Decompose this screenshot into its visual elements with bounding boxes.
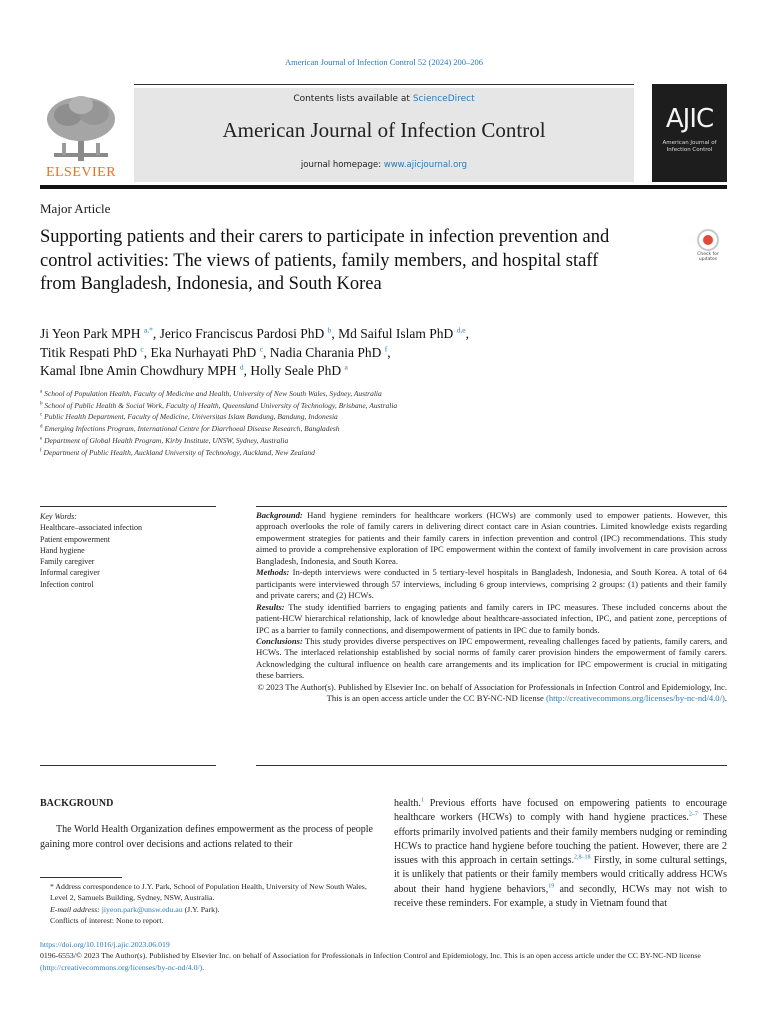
citation-ref[interactable]: 2,8–18 — [574, 854, 591, 861]
abstract-results-label: Results: — [256, 601, 285, 612]
body-text: and secondly, HCWs may not wish to receive these reminders. For example, a study in Vietnam found that — [394, 883, 727, 910]
body-paragraph-right — [394, 797, 727, 911]
page-bottom — [40, 939, 727, 973]
affiliation-text: School of Population Health, Faculty of Medicine and Health, University of New South Wales, Sydney, Australia — [44, 389, 382, 398]
doi-link[interactable]: https://doi.org/10.1016/j.ajic.2023.06.019 — [40, 940, 170, 949]
body-text: Firstly, in some cultural settings, it is unlikely that patients or their family members would critically address HCWs about their hand hygiene behaviors, — [394, 855, 727, 895]
author-affil-sup[interactable]: b — [327, 325, 332, 335]
body-left-column — [40, 797, 373, 852]
affiliation-marker: c — [40, 412, 43, 418]
masthead-rule — [134, 84, 634, 85]
abstract-results-text: The study identified barriers to engaging patients and family carers in IPC measures. These included concerns about the patient-HCW hierarchical relationship, lack of knowledge about healthcare-associated infection, IPC, and patient zone, perceptions of IPC as a barrier to family connections, and disempowerment of patients in IPC due to family bonds. — [256, 601, 727, 635]
body-text: Previous efforts have focused on empowering patients to encourage healthcare workers (HCWs) to comply with hand hygiene practices. — [394, 798, 727, 824]
keyword-item: Family caregiver — [40, 557, 95, 567]
check-for-updates-label: Check for updates — [697, 252, 719, 262]
journal-homepage-link[interactable]: www.ajicjournal.org — [383, 160, 468, 170]
author-name: Holly Seale PhD — [250, 363, 342, 378]
author-name: Titik Respati PhD — [40, 344, 138, 360]
abstract-results — [256, 602, 727, 636]
author-affil-sup[interactable]: d,e — [456, 325, 466, 335]
citation-ref[interactable]: 1 — [420, 797, 424, 804]
homepage-prefix: journal homepage: — [300, 160, 384, 170]
journal-cover[interactable] — [652, 84, 727, 182]
keywords-box — [40, 511, 216, 590]
footnotes — [40, 881, 373, 926]
author-separator: , — [465, 326, 469, 341]
conflicts-note: Conflicts of interest: None to report. — [50, 915, 164, 925]
footnote-rule — [40, 877, 122, 878]
elsevier-tree-icon — [40, 93, 122, 163]
author-affil-sup[interactable]: a,* — [143, 325, 153, 335]
abstract-background — [256, 510, 727, 567]
abstract-conclusions — [256, 636, 727, 682]
body-text: These efforts primarily involved patients and their family members nudging or reminding HCWs to practice hand hygiene before touching the patient. However, there are 2 issues with this approach in certain settings. — [394, 812, 727, 867]
keyword-item: Informal caregiver — [40, 568, 100, 578]
abstract-conclusions-label: Conclusions: — [256, 635, 303, 646]
abstract-background-text: Hand hygiene reminders for healthcare workers (HCWs) are commonly used to empower patients. However, this approach overlooks the role of family carers in delivering direct contact care in Asian countries. Limited knowledge exists regarding empowerment strategies for patients and their family carers in infection prevention and control (IPC) recommendations. This study aimed to provide a comprehensive exploration of IPC empowerment within the context of family involvement in care provision across Bangladesh, Indonesia, and South Korea. — [256, 510, 727, 566]
author-separator: , — [243, 363, 251, 378]
body-right-column — [394, 797, 727, 911]
affiliation-item — [40, 411, 720, 423]
author-name: Nadia Charania PhD — [269, 344, 382, 360]
affiliation-marker: f — [40, 448, 42, 454]
body-paragraph: The World Health Organization defines empowerment as the process of people gaining more control over decisions and actions related to their — [40, 824, 373, 850]
keywords-heading: Key Words: — [40, 512, 77, 521]
affiliation-text: Public Health Department, Faculty of Medicine, Universitas Islam Bandung, Bandung, Indonesia — [44, 412, 338, 422]
cover-subtitle: American Journal of Infection Control — [662, 140, 717, 153]
author-name: Kamal Ibne Amin Chowdhury MPH — [40, 363, 237, 378]
keyword-item: Hand hygiene — [40, 545, 85, 555]
elsevier-logo — [40, 93, 122, 181]
affiliation-text: Department of Public Health, Auckland University of Technology, Auckland, New Zealand — [43, 447, 315, 457]
abstract-methods-label: Methods: — [256, 567, 290, 578]
author-separator: , — [331, 326, 339, 341]
affiliation-item — [40, 435, 720, 447]
abstract-license-end: . — [724, 693, 727, 704]
abstract-top-rule — [256, 506, 727, 507]
affiliation-marker: e — [40, 436, 43, 442]
abstract-license-link[interactable]: (http://creativecommons.org/licenses/by-nc-nd/4.0/) — [546, 693, 725, 704]
keyword-item: Infection control — [40, 579, 94, 589]
citation-ref[interactable]: 2–7 — [688, 811, 698, 818]
author-affil-sup[interactable]: c — [140, 344, 144, 353]
issn-text: 0196-6553/© 2023 The Author(s). Published by Elsevier Inc. on behalf of Association for Professionals in Infection Control and Epidemiology, Inc. This is an open access article under the CC BY-NC-ND license — [40, 951, 701, 961]
email-link[interactable]: jiyeon.park@unsw.edu.au — [101, 904, 183, 914]
journal-banner — [134, 88, 634, 182]
author-affil-sup[interactable]: f — [384, 344, 388, 353]
bottom-license-end: . — [202, 962, 205, 972]
keyword-item: Patient empowerment — [40, 534, 110, 544]
author-name: Jerico Franciscus Pardosi PhD — [159, 326, 325, 341]
keywords-bottom-rule — [40, 765, 216, 766]
affiliation-item — [40, 423, 720, 435]
contents-line — [134, 94, 634, 104]
author-affil-sup[interactable]: d — [239, 362, 244, 372]
affiliation-text: School of Public Health & Social Work, Faculty of Health, Queensland University of Technology, Brisbane, Australia — [44, 400, 398, 410]
correspondence-note: * Address correspondence to J.Y. Park, School of Population Health, University of New South Wales, Level 2, Samuels Building, Sydney, NSW, Australia. — [50, 882, 367, 903]
abstract-copyright-text: © 2023 The Author(s). Published by Elsevier Inc. on behalf of Association for Professionals in Infection Control and Epidemiology, Inc. This is an open access article under the CC BY-NC-ND license — [257, 681, 727, 704]
abstract-conclusions-text: This study provides diverse perspectives on IPC empowerment, revealing challenges faced by patients, family carers, and HCWs. The interlaced relationship established by social norms of family carer provision hinders the empowerment of family carers. Acknowledging the cultural influence on health care arrangements and its implication for IPC empowerment is crucial in mitigating these barriers. — [256, 635, 727, 681]
abstract-methods-text: In-depth interviews were conducted in 5 tertiary-level hospitals in Bangladesh, Indonesia, and South Korea. A total of 64 participants were interviewed through 57 interviews, including 6 group interviews, comprising 2 groups: (1) patients and their family and private carers; and (2) HCWs. — [256, 567, 727, 601]
affiliation-marker: b — [40, 401, 43, 407]
author-separator: , — [387, 344, 391, 360]
masthead-thick-rule — [40, 185, 727, 189]
email-label: E-mail address: — [50, 904, 102, 914]
sciencedirect-link[interactable]: ScienceDirect — [412, 94, 475, 104]
abstract-methods — [256, 567, 727, 601]
article-type: Major Article — [40, 201, 111, 216]
author-name: Md Saiful Islam PhD — [338, 326, 454, 341]
affiliation-marker: a — [40, 389, 43, 395]
keywords-top-rule — [40, 506, 216, 507]
check-for-updates-badge[interactable] — [689, 229, 727, 267]
author-name: Eka Nurhayati PhD — [150, 344, 257, 360]
author-separator: , — [143, 344, 151, 360]
affiliation-item — [40, 400, 720, 412]
check-for-updates-icon — [697, 229, 719, 251]
author-name: Ji Yeon Park MPH — [40, 326, 141, 341]
affiliation-item — [40, 447, 720, 459]
body-text: health. — [394, 798, 421, 809]
abstract-background-label: Background: — [256, 510, 303, 520]
contents-prefix: Contents lists available at — [293, 94, 413, 104]
author-affil-sup[interactable]: a — [344, 362, 348, 372]
affiliation-text: Emerging Infections Program, International Centre for Diarrhoeal Disease Research, Bangladesh — [44, 424, 340, 434]
journal-citation[interactable]: American Journal of Infection Control 52 (2024) 200–206 — [284, 57, 484, 67]
issn-line — [40, 950, 727, 973]
email-suffix: (J.Y. Park). — [182, 904, 220, 914]
author-affil-sup[interactable]: c — [259, 344, 263, 353]
abstract-copyright — [256, 682, 727, 705]
author-separator: , — [262, 344, 270, 360]
abstract-bottom-rule — [256, 765, 727, 766]
keyword-item: Healthcare–associated infection — [40, 523, 142, 533]
affiliation-item — [40, 388, 720, 400]
affiliation-list — [40, 388, 720, 458]
affiliation-marker: d — [40, 424, 43, 430]
elsevier-wordmark: ELSEVIER — [45, 165, 117, 180]
author-list — [40, 325, 660, 381]
journal-title: American Journal of Infection Control — [222, 118, 546, 142]
abstract — [256, 510, 727, 705]
ajic-logo: AJIC — [665, 104, 714, 134]
article-title: Supporting patients and their carers to participate in infection prevention and control activities: The views of patients, family members, and hospital staff from Bangladesh, Indonesia, and South Korea — [40, 227, 610, 294]
citation-ref[interactable]: 19 — [548, 883, 555, 890]
bottom-license-link[interactable]: (http://creativecommons.org/licenses/by-nc-nd/4.0/) — [40, 962, 203, 972]
affiliation-text: Department of Global Health Program, Kirby Institute, UNSW, Sydney, Australia — [44, 435, 289, 445]
section-heading-background: BACKGROUND — [40, 798, 114, 809]
email-note — [40, 904, 373, 915]
homepage-line — [134, 160, 634, 170]
author-separator: , — [152, 326, 160, 341]
